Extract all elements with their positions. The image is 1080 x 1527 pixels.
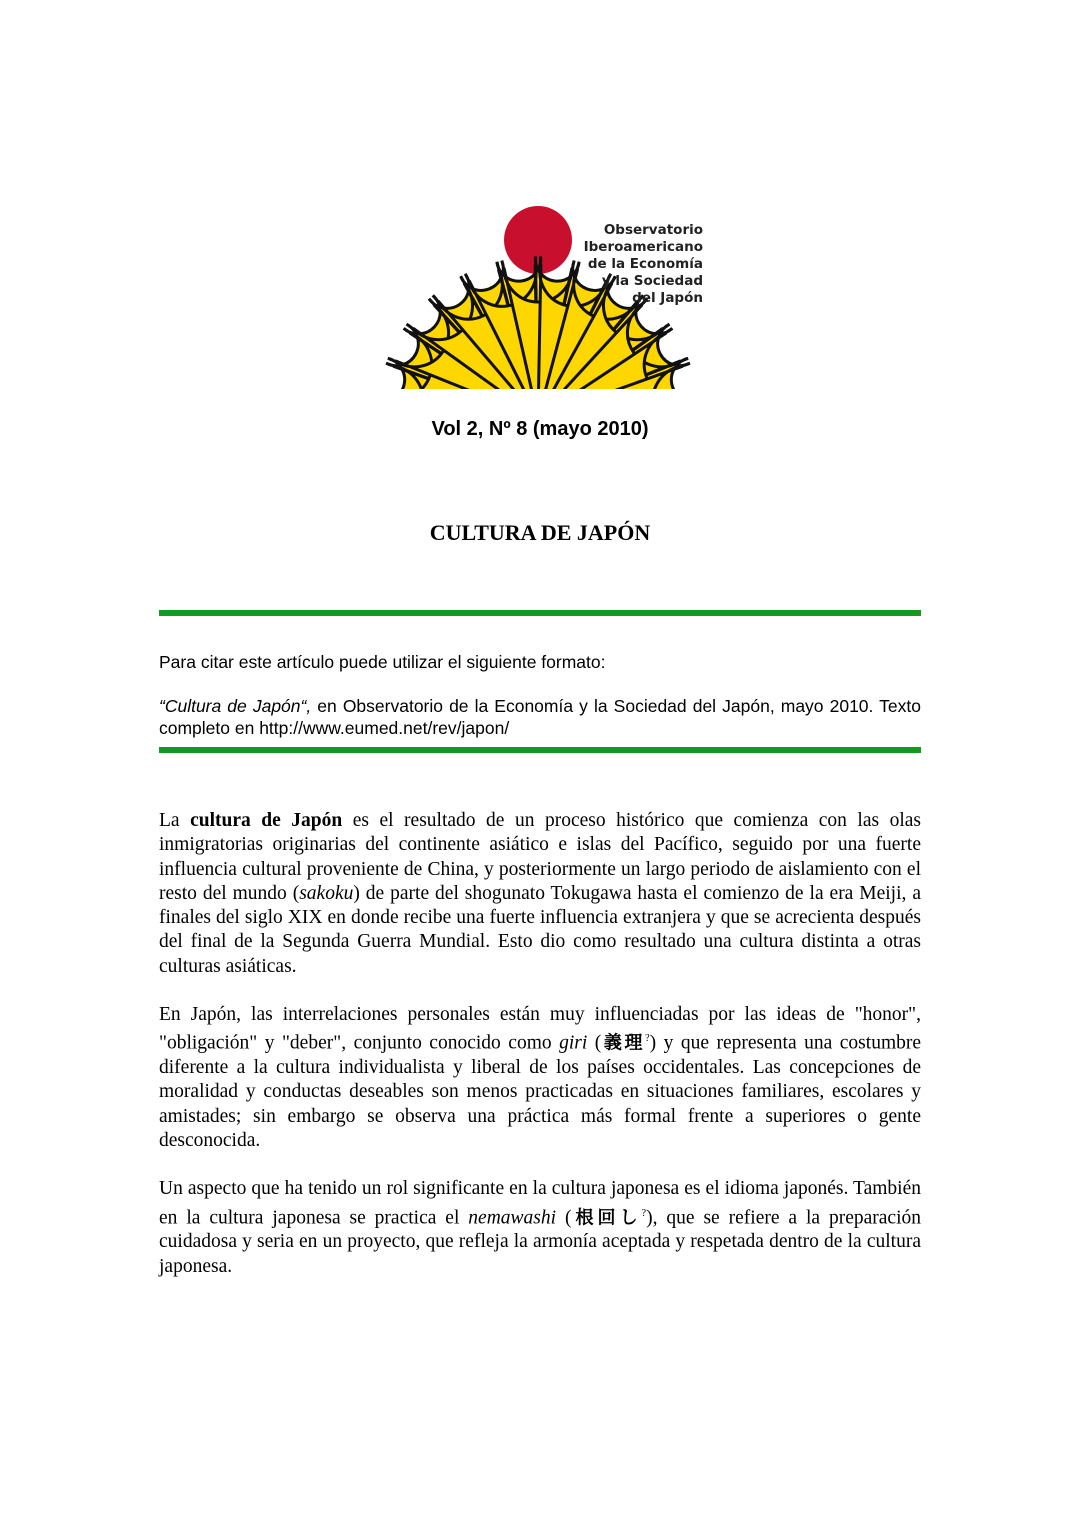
citation-title: “Cultura de Japón“,: [159, 696, 312, 716]
observatorio-logo: [385, 203, 710, 391]
volume-label: Vol 2, Nº 8 (mayo 2010): [431, 418, 649, 440]
italic-term: sakoku: [299, 882, 354, 904]
text: (: [587, 1032, 602, 1054]
japanese-term: 根回し: [571, 1207, 642, 1229]
paragraph: [159, 1177, 921, 1279]
italic-term: giri: [559, 1032, 588, 1054]
text: ), que se refiere a la preparación cuidadosa y seria en un proyecto, que refleja la armonía aceptada y respetada dentro de la cultura japonesa.: [159, 1207, 922, 1277]
logo-text-line: Iberoamericano: [583, 239, 703, 255]
footnote-marker: ?: [641, 1207, 647, 1219]
logo-text-line: de la Economía: [587, 256, 703, 272]
text: ) de parte del shogunato Tokugawa hasta el comienzo de la era Meiji, a finales del siglo XIX en donde recibe una fuerte influencia extranjera y que se acrecienta después del final de la Segunda Guerra Mundial. Esto dio como resultado una cultura distinta a otras culturas asiáticas.: [159, 882, 921, 977]
divider-bottom: [159, 747, 921, 753]
divider-top: [159, 610, 921, 616]
logo-text-line: Observatorio: [603, 222, 703, 238]
text: (: [556, 1207, 572, 1229]
text: Un aspecto que ha tenido un rol significante en la cultura japonesa es el idioma japonés. También en la cultura japonesa se practica el: [159, 1178, 921, 1229]
japanese-term: 義理: [601, 1032, 646, 1054]
footnote-marker: ?: [645, 1033, 650, 1045]
text: En Japón, las interrelaciones personales están muy influenciadas por las ideas de "honor", "obligación" y "deber", conjunto conocido como: [159, 1004, 921, 1054]
citation-text: en Observatorio de la Economía y la Sociedad del Japón, mayo 2010. Texto completo en http://www.eumed.net/rev/japon/: [159, 696, 921, 738]
citation-intro: Para citar este artículo puede utilizar el siguiente formato:: [159, 652, 606, 672]
logo-text-line: del Japón: [632, 290, 703, 306]
citation-reference: [159, 695, 921, 739]
text: es el resultado de un proceso histórico que comienza con las olas inmigratorias originarias del continente asiático e islas del Pacífico, seguido por una fuerte influencia cultural proveniente de China, y posteriormente un largo periodo de aislamiento con el resto del mundo (: [159, 810, 921, 904]
text: La: [159, 810, 191, 831]
article-body: [159, 809, 921, 1303]
paragraph: [159, 809, 921, 979]
bold-term: cultura de Japón: [190, 810, 343, 831]
text: ) y que representa una costumbre diferente a la cultura individualista y liberal de los países occidentales. Las concepciones de moralidad y conductas deseables son menos practicadas en situaciones familiares, escolares y amistades; sin embargo se observa una práctica más formal frente a superiores o gente desconocida.: [159, 1032, 922, 1152]
page-title: CULTURA DE JAPÓN: [429, 520, 651, 545]
red-sun: [504, 206, 572, 274]
logo-text-line: y la Sociedad: [601, 273, 703, 289]
italic-term: nemawashi: [468, 1207, 557, 1229]
paragraph: [159, 1003, 921, 1153]
